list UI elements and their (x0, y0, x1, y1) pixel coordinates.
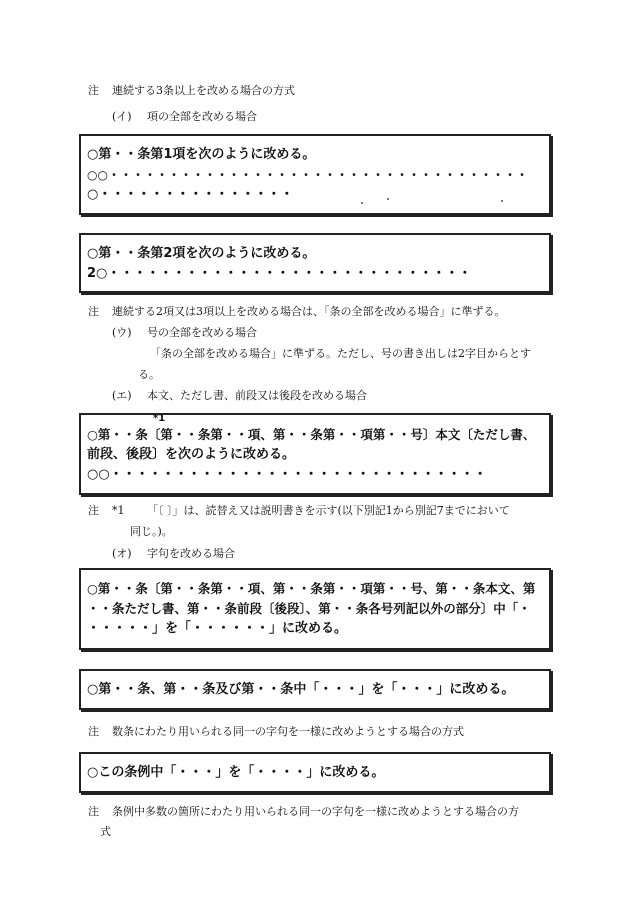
amendment-line: ・・・・・」を「・・・・・・」に改める。 (87, 621, 348, 636)
amendment-line: ○第・・条第1項を次のように改める。 (87, 147, 316, 162)
section-label: (エ) (112, 389, 132, 402)
amendment-example-box (79, 413, 551, 495)
amendment-line: ・・条ただし書、第・・条前段〔後段〕、第・・条各号列記以外の部分〕中「・ (87, 601, 531, 616)
amendment-example-box (79, 134, 551, 215)
section-heading: 字句を改める場合 (147, 547, 235, 560)
amendment-line: ○○・・・・・・・・・・・・・・・・・・・・・・・・・・・・・ (87, 467, 487, 482)
note-mark: 注 (88, 84, 99, 97)
note-text: 同じ。)。 (130, 525, 173, 538)
note-text: 連続する3条以上を改める場合の方式 (112, 84, 295, 97)
amendment-example-box (79, 568, 551, 650)
note-text: 「〔 〕」は、読替え又は説明書きを示す(以下別記1から別記7までにおいて (147, 504, 510, 517)
amendment-line: ○第・・条〔第・・条第・・項、第・・条第・・項第・・号、第・・条本文、第 (87, 581, 536, 596)
amendment-example-box (79, 669, 551, 710)
footnote-marker: *1 (153, 413, 166, 424)
note-text: 連続する2項又は3項以上を改める場合は、「条の全部を改める場合」に準ずる。 (112, 305, 506, 318)
note-text: 式 (100, 825, 111, 838)
amendment-line: ○第・・条〔第・・条第・・項、第・・条第・・項第・・号〕本文〔ただし書、 (87, 427, 536, 442)
amendment-example-box (79, 233, 551, 293)
note-mark: 注 (88, 504, 99, 517)
note-text: 数条にわたり用いられる同一の字句を一様に改めようとする場合の方式 (112, 725, 464, 738)
amendment-line: ○○・・・・・・・・・・・・・・・・・・・・・・・・・・・・・・・・・・・ (87, 168, 528, 182)
amendment-line: ○第・・条、第・・条及び第・・条中「・・・」を「・・・」に改める。 (87, 682, 515, 697)
note-mark: 注 (88, 725, 99, 738)
section-heading: 項の全部を改める場合 (147, 110, 257, 123)
section-heading: 号の全部を改める場合 (147, 326, 257, 339)
section-label: (イ) (112, 110, 132, 123)
amendment-line: ○・・・・・・・・・・・・・・・ (87, 187, 294, 202)
amendment-example-box (79, 752, 551, 793)
amendment-line: 2○・・・・・・・・・・・・・・・・・・・・・・・・・・・・ (87, 266, 472, 281)
note-mark: 注 (88, 805, 99, 818)
section-body: 「条の全部を改める場合」に準ずる。ただし、号の書き出しは2字目からとす (150, 347, 531, 360)
section-label: (オ) (112, 547, 132, 560)
section-label: (ウ) (112, 326, 132, 339)
section-heading: 本文、ただし書、前段又は後段を改める場合 (147, 389, 367, 402)
section-body: る。 (138, 368, 160, 381)
note-mark: 注 (88, 305, 99, 318)
amendment-line: ○この条例中「・・・」を「・・・・」に改める。 (87, 765, 385, 780)
note-text: 条例中多数の箇所にわたり用いられる同一の字句を一様に改めようとする場合の方 (112, 805, 519, 818)
scan-speck (387, 198, 389, 200)
amendment-line: ○第・・条第2項を次のように改める。 (87, 246, 316, 261)
footnote-ref: *1 (112, 504, 125, 517)
scan-speck (501, 200, 503, 202)
scan-speck (361, 202, 363, 204)
amendment-line: 前段、後段〕を次のように改める。 (87, 447, 296, 462)
